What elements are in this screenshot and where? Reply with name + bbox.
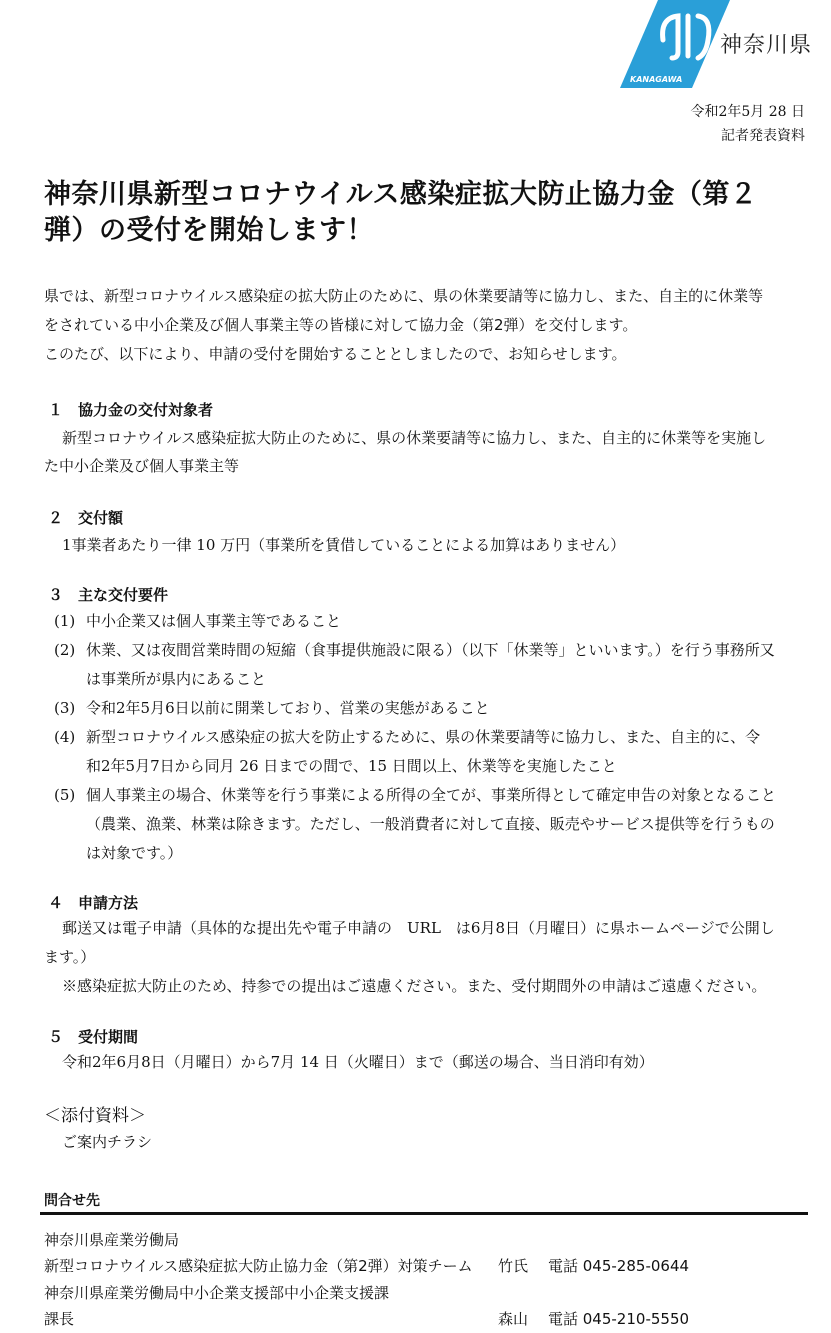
section-1-heading [48, 399, 213, 420]
section-4-line-2: ます。） [44, 948, 96, 966]
contact-divider [40, 1212, 808, 1215]
requirement-index: (4) [54, 728, 76, 746]
section-5-number: ５ [48, 1028, 64, 1046]
section-1-number: １ [48, 401, 64, 419]
intro-line-1: 県では、新型コロナウイルス感染症の拡大防止のために、県の休業要請等に協力し、また、自主的に休業等 [44, 287, 764, 305]
section-1-title: 協力金の交付対象者 [78, 401, 214, 419]
requirement-text: 令和2年5月6日以前に開業しており、営業の実態があること [86, 699, 490, 717]
contact-person-2-phone: 電話 045-210-5550 [548, 1310, 690, 1328]
section-4-number: ４ [48, 894, 64, 912]
attachment-heading: ＜添付資料＞ [44, 1106, 146, 1126]
section-4-heading [48, 892, 138, 913]
section-2-heading [48, 507, 123, 528]
document-type: 記者発表資料 [721, 128, 805, 144]
title-line-2: 弾）の受付を開始します！ [44, 215, 374, 246]
contact-person-2 [498, 1308, 689, 1329]
section-5-line-1: 令和2年6月8日（月曜日）から7月 14 日（火曜日）まで（郵送の場合、当日消印有効） [62, 1053, 654, 1071]
contact-person-2-name: 森山 [498, 1310, 529, 1328]
requirement-text: 休業、又は夜間営業時間の短縮（食事提供施設に限る）（以下「休業等」といいます。）を行う事務所又 [86, 641, 775, 659]
section-3-heading [48, 584, 168, 605]
requirement-text: （農業、漁業、林業は除きます。ただし、一般消費者に対して直接、販売やサービス提供等を行うもの [86, 815, 775, 833]
logo-text: 神奈川県 [720, 33, 813, 58]
section-4-note: ※感染症拡大防止のため、持参での提出はご遠慮ください。また、受付期間外の申請はご遠慮ください。 [62, 977, 767, 995]
requirement-text: 中小企業又は個人事業主等であること [86, 612, 342, 630]
section-4-line-1: 郵送又は電子申請（具体的な提出先や電子申請の URL は6月8日（月曜日）に県ホームページで公開し [62, 919, 775, 937]
contact-team: 新型コロナウイルス感染症拡大防止協力金（第2弾）対策チーム [44, 1257, 473, 1275]
contact-person-1 [498, 1255, 689, 1276]
contact-person-1-phone: 電話 045-285-0644 [548, 1257, 690, 1275]
section-2-title: 交付額 [78, 509, 124, 527]
contact-heading: 問合せ先 [44, 1193, 100, 1209]
release-date: 令和2年5月 28 日 [690, 104, 805, 120]
contact-org-1: 神奈川県産業労働局 [44, 1231, 180, 1249]
intro-paragraph [44, 282, 814, 369]
section-3-number: ３ [48, 586, 64, 604]
title-line-1: 神奈川県新型コロナウイルス感染症拡大防止協力金（第２ [44, 179, 758, 210]
requirement-index: (1) [54, 612, 76, 630]
page-title [44, 177, 804, 249]
requirement-index: (3) [54, 699, 76, 717]
contact-org-2: 神奈川県産業労働局中小企業支援部中小企業支援課 [44, 1284, 390, 1302]
requirement-text: 新型コロナウイルス感染症の拡大を防止するために、県の休業要請等に協力し、また、自主的に、令 [86, 728, 761, 746]
intro-line-3: このたび、以下により、申請の受付を開始することとしましたので、お知らせします。 [44, 345, 627, 363]
requirement-text: は対象です。） [86, 844, 183, 862]
section-2-number: ２ [48, 509, 64, 527]
requirement-index: (5) [54, 786, 76, 804]
section-3-title: 主な交付要件 [78, 586, 169, 604]
section-4-title: 申請方法 [78, 894, 139, 912]
intro-line-2: をされている中小企業及び個人事業主等の皆様に対して協力金（第2弾）を交付します。 [44, 316, 638, 334]
section-5-title: 受付期間 [78, 1028, 139, 1046]
requirement-text: は事業所が県内にあること [86, 670, 267, 688]
section-2-line-1: 1事業者あたり一律 10 万円（事業所を賃借していることによる加算はありません） [62, 536, 626, 554]
contact-person-1-name: 竹氏 [498, 1257, 529, 1275]
section-5-heading [48, 1026, 138, 1047]
logo-caption: KANAGAWA [630, 75, 683, 84]
contact-role: 課長 [44, 1310, 75, 1328]
kanagawa-logo-icon [620, 0, 730, 88]
attachment-item: ご案内チラシ [62, 1133, 153, 1151]
section-1-line-1: 新型コロナウイルス感染症拡大防止のために、県の休業要請等に協力し、また、自主的に休業等を実施し [62, 429, 767, 447]
requirement-text: 和2年5月7日から同月 26 日までの間で、15 日間以上、休業等を実施したこと [86, 757, 617, 775]
requirement-index: (2) [54, 641, 76, 659]
requirement-text: 個人事業主の場合、休業等を行う事業による所得の全てが、事業所得として確定申告の対象となること [86, 786, 777, 804]
section-1-line-2: た中小企業及び個人事業主等 [44, 457, 240, 475]
